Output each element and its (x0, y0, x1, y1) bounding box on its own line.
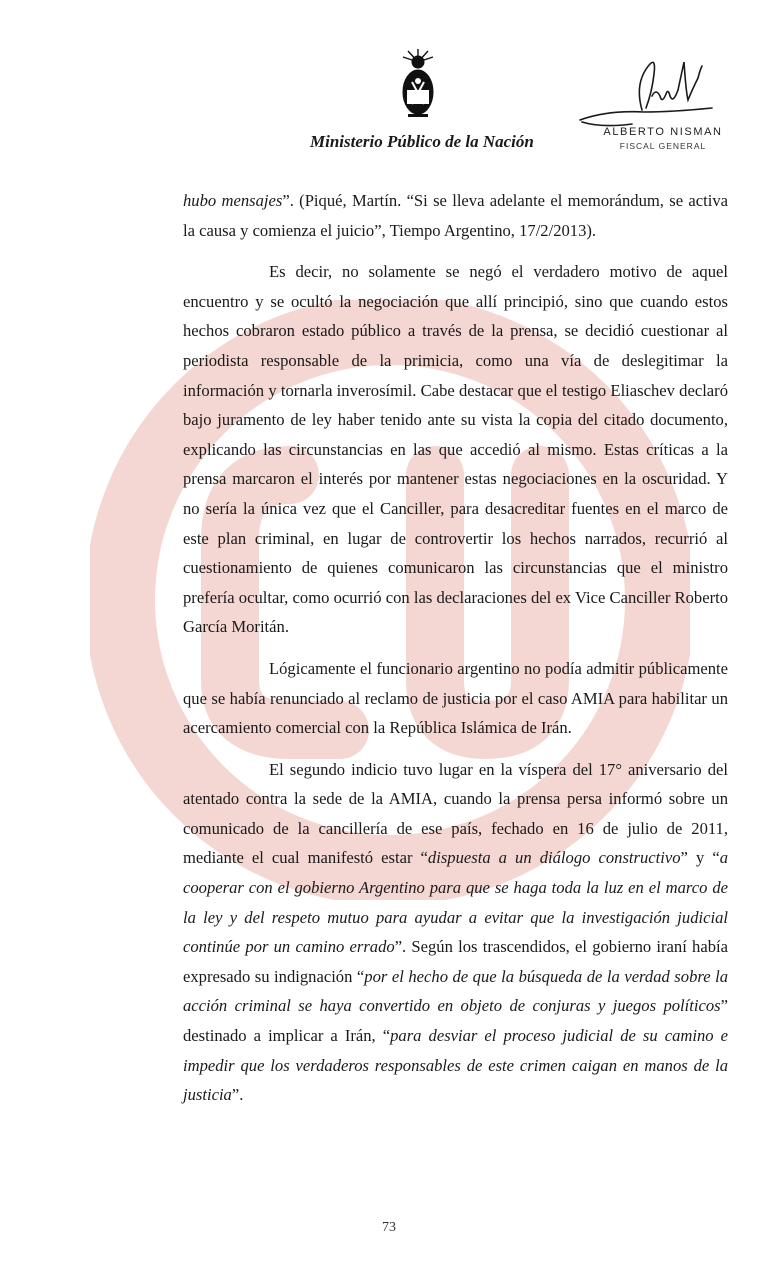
page-number: 73 (382, 1220, 396, 1235)
italic-run: dispuesta a un diálogo constructivo (427, 848, 681, 868)
italic-run: a cooperar con el gobierno Argentino para que se haga toda la luz en el marco de la ley y del respeto mutuo para ayudar a evitar que la investigación judicial continúe por un camino errado (183, 848, 728, 957)
paragraph: El segundo indicio tuvo lugar en la víspera del 17° aniversario del atentado contra la sede de la AMIA, cuando la prensa persa informó sobre un comunicado de la cancillería de ese país, fechado en 16 de julio de 2011, mediante el cual manifestó estar “dispuesta a un diálogo constructivo” y “a cooperar con el gobierno Argentino para que se haga toda la luz en el marco de la ley y del respeto mutuo para ayudar a evitar que la investigación judicial continúe por un camino errado”. Según los trascendidos, el gobierno iraní había expresado su indignación “por el hecho de que la búsqueda de la verdad sobre la acción criminal se haya convertido en objeto de conjuras y juegos políticos” destinado a implicar a Irán, “para desviar el proceso judicial de su camino e impedir que los verdaderos responsables de este crimen caigan en manos de la justicia”. (183, 759, 728, 1105)
italic-run: para desviar el proceso judicial de su camino e impedir que los verdaderos responsables de este crimen caigan en manos de la justicia (183, 1026, 728, 1105)
paragraph: hubo mensajes”. (Piqué, Martín. “Si se lleva adelante el memorándum, se activa la causa y comienza el juicio”, Tiempo Argentino, 17/2/2013). (183, 191, 729, 240)
signature-name: ALBERTO NISMAN (603, 126, 723, 138)
coat-of-arms-icon (398, 48, 438, 120)
italic-run: hubo mensajes (183, 191, 283, 210)
paragraph: Lógicamente el funcionario argentino no podía admitir públicamente que se había renunciado al reclamo de justicia por el caso AMIA para habilitar un acercamiento comercial con la República Islámica de Irán. (183, 658, 728, 738)
document-body (183, 186, 728, 1110)
italic-run: por el hecho de que la búsqueda de la verdad sobre la acción criminal se haya convertido en objeto de conjuras y juegos políticos (183, 966, 728, 1016)
handwritten-signature (572, 52, 722, 136)
signature-title: FISCAL GENERAL (619, 141, 707, 151)
ministry-name: Ministerio Público de la Nación (310, 132, 534, 151)
paragraph: Es decir, no solamente se negó el verdadero motivo de aquel encuentro y se ocultó la negociación que allí principió, sino que cuando estos hechos cobraron estado público a través de la prensa, se decidió cuestionar al periodista responsable de la primicia, como una vía de deslegitimar la información y tornarla inverosímil. Cabe destacar que el testigo Eliaschev declaró bajo juramento de ley haber tenido ante su vista la copia del citado documento, explicando las circunstancias en las que accedió al mismo. Estas críticas a la prensa marcaron el interés por mantener estas negociaciones en la oscuridad. Y no sería la única vez que el Canciller, para desacreditar fuentes en el marco de este plan criminal, en lugar de controvertir los hechos narrados, recurrió al cuestionamiento de quienes comunicaron las circunstancias que el ministro prefería ocultar, como ocurrió con las declaraciones del ex Vice Canciller Roberto García Moritán. (183, 262, 728, 637)
